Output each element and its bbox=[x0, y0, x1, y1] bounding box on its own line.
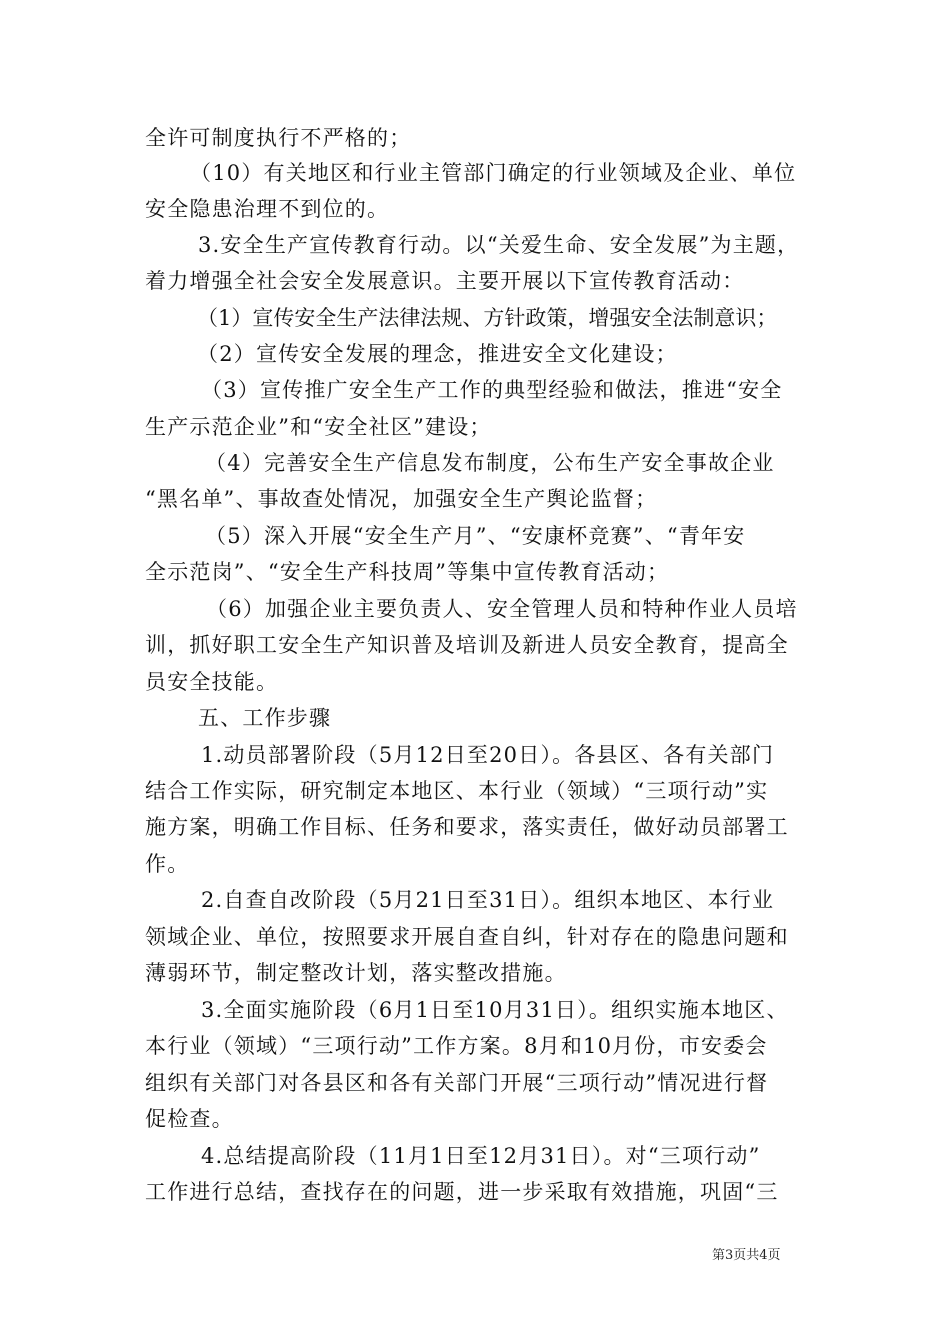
text-line: 促检查。 bbox=[145, 1107, 234, 1131]
text-line: （4）完善安全生产信息发布制度，公布生产安全事故企业 bbox=[205, 451, 775, 475]
text-line: 全许可制度执行不严格的； bbox=[145, 126, 412, 150]
text-line: （2）宣传安全发展的理念，推进安全文化建设； bbox=[197, 342, 678, 366]
text-line: 组织有关部门对各县区和各有关部门开展“三项行动”情况进行督 bbox=[145, 1071, 769, 1095]
text-line: 训，抓好职工安全生产知识普及培训及新进人员安全教育，提高全 bbox=[145, 633, 789, 657]
text-line: 1.动员部署阶段（5月12日至20日）。各县区、各有关部门 bbox=[201, 743, 775, 767]
text-line: 作。 bbox=[145, 852, 190, 876]
text-line: 领域企业、单位，按照要求开展自查自纠，针对存在的隐患问题和 bbox=[145, 925, 789, 949]
text-line: 着力增强全社会安全发展意识。主要开展以下宣传教育活动： bbox=[145, 269, 745, 293]
text-line: 3.全面实施阶段（6月1日至10月31日）。组织实施本地区、 bbox=[201, 998, 789, 1022]
text-line: 薄弱环节，制定整改计划，落实整改措施。 bbox=[145, 961, 567, 985]
text-line: 生产示范企业”和“安全社区”建设； bbox=[145, 415, 492, 439]
text-line: 员安全技能。 bbox=[145, 670, 279, 694]
text-line: 4.总结提高阶段（11月1日至12月31日）。对“三项行动” bbox=[201, 1144, 761, 1168]
text-line: “黑名单”、事故查处情况，加强安全生产舆论监督； bbox=[145, 487, 658, 511]
text-line: （6）加强企业主要负责人、安全管理人员和特种作业人员培 bbox=[206, 597, 798, 621]
text-line: 安全隐患治理不到位的。 bbox=[145, 197, 390, 221]
text-line: （10）有关地区和行业主管部门确定的行业领域及企业、单位 bbox=[190, 161, 797, 185]
text-line: 施方案，明确工作目标、任务和要求，落实责任，做好动员部署工 bbox=[145, 815, 789, 839]
text-line: 结合工作实际，研究制定本地区、本行业（领域）“三项行动”实 bbox=[145, 779, 769, 803]
text-line: （3）宣传推广安全生产工作的典型经验和做法，推进“安全 bbox=[201, 378, 783, 402]
page-number: 第3页共4页 bbox=[712, 1248, 781, 1263]
text-line: 2.自查自改阶段（5月21日至31日）。组织本地区、本行业 bbox=[201, 888, 775, 912]
text-line: （1）宣传安全生产法律法规、方针政策，增强安全法制意识； bbox=[197, 306, 778, 330]
text-line: 工作进行总结，查找存在的问题，进一步采取有效措施，巩固“三 bbox=[145, 1180, 779, 1204]
section-heading: 五、工作步骤 bbox=[198, 706, 332, 730]
text-line: 全示范岗”、“安全生产科技周”等集中宣传教育活动； bbox=[145, 560, 670, 584]
text-line: 3.安全生产宣传教育行动。以“关爱生命、安全发展”为主题， bbox=[198, 233, 800, 257]
text-line: （5）深入开展“安全生产月”、“安康杯竞赛”、“青年安 bbox=[205, 524, 746, 548]
text-line: 本行业（领域）“三项行动”工作方案。8月和10月份，市安委会 bbox=[145, 1034, 768, 1058]
